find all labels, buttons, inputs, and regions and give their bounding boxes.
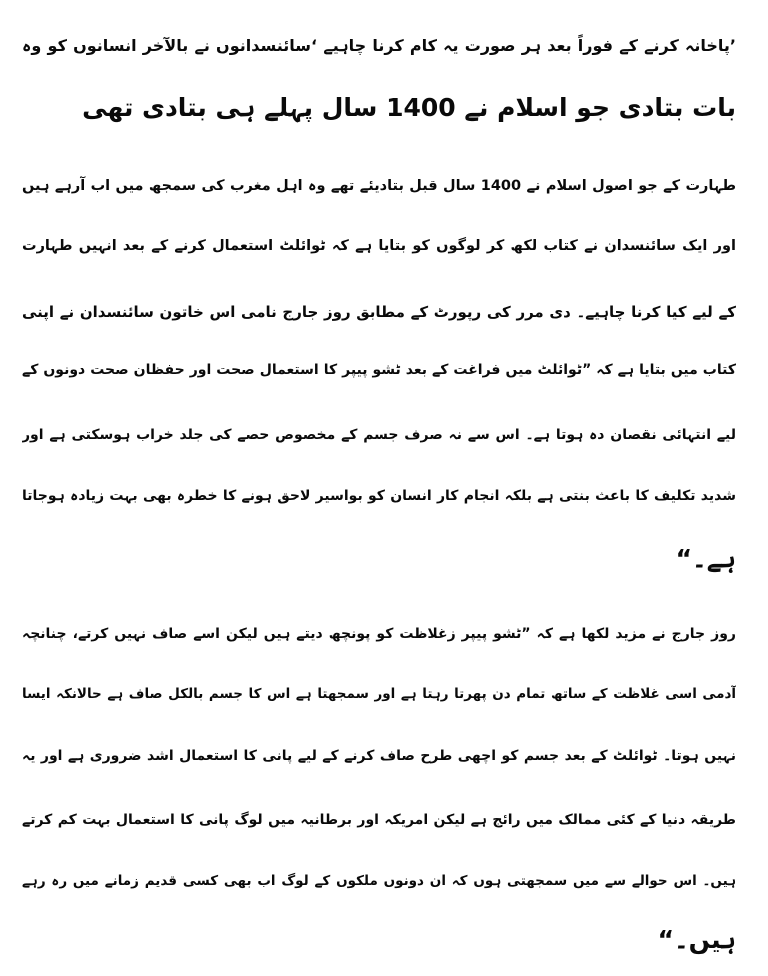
paragraph-2-line: طریقہ دنیا کے کئی ممالک میں رائج ہے لیکن امریکہ اور برطانیہ میں لوگ پانی کا استعمال بہت کم کرتے: [22, 812, 736, 828]
lead-line: بات بتادی جو اسلام نے 1400 سال پہلے ہی بتادی تھی: [82, 93, 736, 122]
paragraph-2-line: ہیں۔“: [657, 925, 736, 954]
paragraph-1-line: لیے انتہائی نقصان دہ ہوتا ہے۔ اس سے نہ صرف جسم کے مخصوص حصے کی جلد خراب ہوسکتی ہے اور: [22, 427, 736, 443]
lead-line: ’پاخانہ کرنے کے فوراً بعد ہر صورت یہ کام کرنا چاہیے ‘سائنسدانوں نے بالآخر انسانوں کو وہ: [22, 36, 736, 55]
paragraph-2-line: نہیں ہوتا۔ ٹوائلٹ کے بعد جسم کو اچھی طرح صاف کرنے کے لیے پانی کا استعمال اشد ضروری ہے اور یہ: [22, 748, 736, 764]
paragraph-2-line: روز جارج نے مزید لکھا ہے کہ ”ٹشو پیپر زغلاظت کو پونچھ دیتے ہیں لیکن اسے صاف نہیں کرتے، چنانچہ: [22, 626, 736, 642]
paragraph-1-line: کے لیے کیا کرنا چاہیے۔ دی مرر کی رپورٹ کے مطابق روز جارج نامی اس خاتون سائنسدان نے اپنی: [22, 303, 736, 321]
paragraph-1-line: کتاب میں بتایا ہے کہ ”ٹوائلٹ میں فراغت کے بعد ٹشو پیپر کا استعمال صحت اور حفظان صحت دونوں کے: [22, 362, 736, 378]
paragraph-2-line: آدمی اسی غلاظت کے ساتھ تمام دن پھرتا رہتا ہے اور سمجھتا ہے اس کا جسم بالکل صاف ہے حالانکہ ایسا: [22, 686, 736, 702]
paragraph-1-line: طہارت کے جو اصول اسلام نے 1400 سال قبل بتادیئے تھے وہ اہل مغرب کی سمجھ میں اب آرہے ہیں: [22, 178, 736, 194]
paragraph-1-line: اور ایک سائنسدان نے کتاب لکھ کر لوگوں کو بتایا ہے کہ ٹوائلٹ استعمال کرنے کے بعد انہیں طہارت: [22, 238, 736, 254]
paragraph-1-line: شدید تکلیف کا باعث بنتی ہے بلکہ انجام کار انسان کو بواسیر لاحق ہونے کا خطرہ بھی بہت زیادہ ہوجاتا: [22, 488, 736, 504]
paragraph-1-line: ہے۔“: [675, 544, 736, 573]
paragraph-2-line: ہیں۔ اس حوالے سے میں سمجھتی ہوں کہ ان دونوں ملکوں کے لوگ اب بھی کسی قدیم زمانے میں رہ رہے: [22, 873, 736, 889]
